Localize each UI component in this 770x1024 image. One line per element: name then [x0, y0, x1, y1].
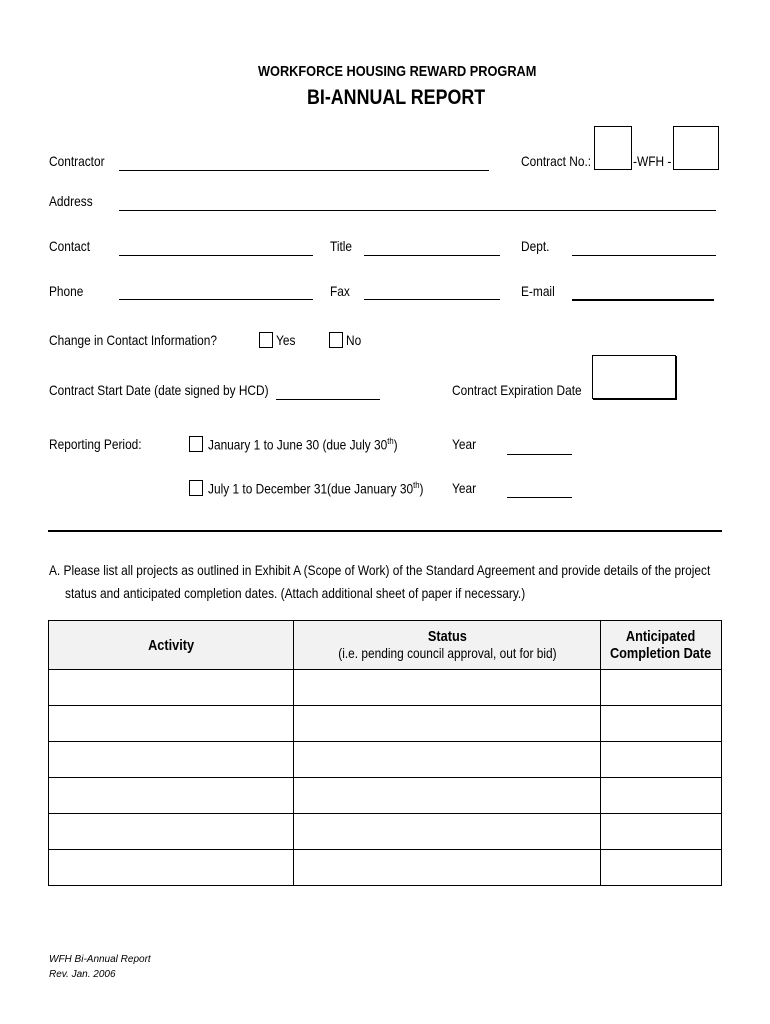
table-row [49, 742, 722, 778]
table-header-row [49, 621, 722, 670]
contact-field[interactable] [119, 255, 313, 256]
activity-cell[interactable] [49, 706, 294, 742]
start-date-field[interactable] [276, 399, 380, 400]
completion-date-cell[interactable] [601, 742, 722, 778]
expiration-date-field[interactable] [592, 355, 676, 399]
dept-label: Dept. [521, 238, 550, 254]
contact-label: Contact [49, 238, 91, 254]
fax-field[interactable] [364, 299, 500, 300]
status-cell[interactable] [294, 850, 601, 886]
status-header: Status (i.e. pending council approval, out for bid) [294, 621, 601, 670]
title-field[interactable] [364, 255, 500, 256]
phone-label: Phone [49, 283, 84, 299]
address-label: Address [49, 193, 93, 209]
fax-label: Fax [330, 283, 350, 299]
dept-field[interactable] [572, 255, 716, 256]
completion-date-cell[interactable] [601, 850, 722, 886]
yes-checkbox[interactable] [259, 332, 273, 348]
completion-date-header: Anticipated Completion Date [601, 621, 722, 670]
section-a-line2: status and anticipated completion dates. (Attach additional sheet of paper if necessary.) [65, 585, 526, 601]
period1-label: January 1 to June 30 (due July 30th) [208, 436, 398, 453]
wfh-label: -WFH - [633, 153, 672, 169]
start-date-label: Contract Start Date (date signed by HCD) [49, 382, 269, 398]
completion-date-cell[interactable] [601, 778, 722, 814]
activity-cell[interactable] [49, 670, 294, 706]
contractor-label: Contractor [49, 153, 105, 169]
expiration-date-label: Contract Expiration Date [452, 382, 582, 398]
activity-cell[interactable] [49, 778, 294, 814]
status-cell[interactable] [294, 670, 601, 706]
status-cell[interactable] [294, 706, 601, 742]
year1-field[interactable] [507, 454, 572, 455]
section-divider [48, 530, 722, 532]
period2-label: July 1 to December 31(due January 30th) [208, 480, 424, 497]
completion-date-cell[interactable] [601, 814, 722, 850]
contractor-field[interactable] [119, 170, 489, 171]
year1-label: Year [452, 436, 477, 452]
status-cell[interactable] [294, 742, 601, 778]
footer-line1: WFH Bi-Annual Report [49, 954, 151, 965]
title-label: Title [330, 238, 353, 254]
table-row [49, 670, 722, 706]
activity-cell[interactable] [49, 850, 294, 886]
status-cell[interactable] [294, 778, 601, 814]
email-label: E-mail [521, 283, 555, 299]
projects-table [48, 620, 722, 886]
contract-no-label: Contract No.: [521, 153, 592, 169]
completion-date-cell[interactable] [601, 670, 722, 706]
reporting-period-label: Reporting Period: [49, 436, 142, 452]
period2-checkbox[interactable] [189, 480, 203, 496]
completion-date-cell[interactable] [601, 706, 722, 742]
table-row [49, 778, 722, 814]
year2-field[interactable] [507, 497, 572, 498]
email-field[interactable] [572, 299, 714, 301]
activity-cell[interactable] [49, 814, 294, 850]
footer-line2: Rev. Jan. 2006 [49, 969, 116, 980]
yes-label: Yes [276, 332, 296, 348]
activity-header: Activity [49, 621, 294, 670]
no-label: No [346, 332, 362, 348]
program-title: WORKFORCE HOUSING REWARD PROGRAM [258, 63, 537, 80]
address-field[interactable] [119, 210, 716, 211]
table-row [49, 706, 722, 742]
activity-cell[interactable] [49, 742, 294, 778]
change-contact-label: Change in Contact Information? [49, 332, 218, 348]
contract-no-box-1[interactable] [594, 126, 632, 170]
period1-checkbox[interactable] [189, 436, 203, 452]
report-title: BI-ANNUAL REPORT [307, 86, 486, 109]
section-a-line1: A. Please list all projects as outlined in Exhibit A (Scope of Work) of the Standard Agreement and provide details of the project [49, 562, 711, 578]
contract-no-box-2[interactable] [673, 126, 719, 170]
table-row [49, 850, 722, 886]
phone-field[interactable] [119, 299, 313, 300]
year2-label: Year [452, 480, 477, 496]
no-checkbox[interactable] [329, 332, 343, 348]
status-cell[interactable] [294, 814, 601, 850]
table-row [49, 814, 722, 850]
